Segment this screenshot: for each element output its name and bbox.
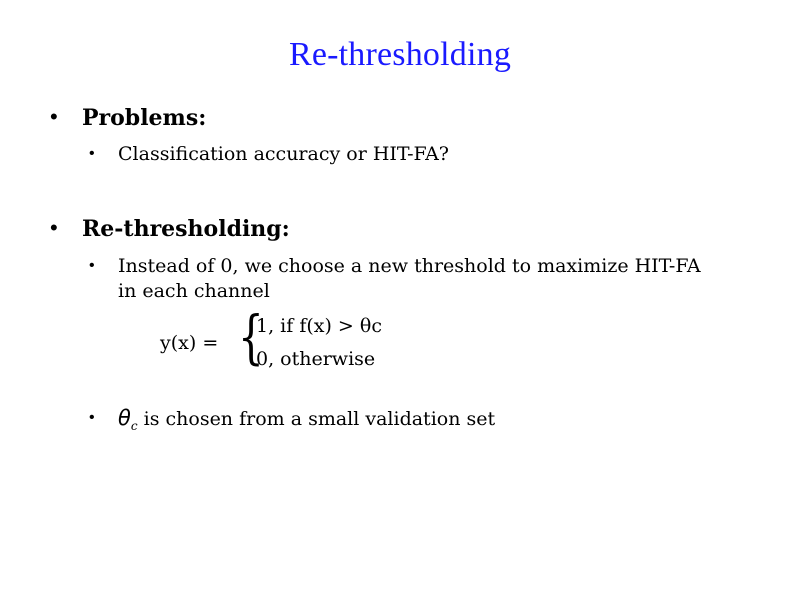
theta-bullet-text [118,406,495,433]
formula-case-1: 1, if f(x) > θc [256,315,382,337]
theta-description: is chosen from a small validation set [137,408,496,430]
section-heading-rethresholding: Re-thresholding: [82,216,290,242]
formula-case-2: 0, otherwise [256,348,376,370]
sub-bullet-text: Instead of 0, we choose a new threshold to maximize HIT-FA in each channel [118,255,701,302]
theta-subscript: c [130,418,138,433]
formula-lhs: y(x) = [160,332,219,354]
sub-bullet-marker: • [89,409,95,426]
sub-bullet-marker: • [89,145,95,162]
slide-title: Re-thresholding [288,36,512,73]
bullet-marker: • [50,104,58,129]
formula-brace: { [238,303,264,371]
theta-symbol: θ [118,406,131,430]
sub-bullet-text: Classification accuracy or HIT-FA? [118,143,449,165]
bullet-marker: • [50,215,58,240]
sub-bullet-marker: • [89,257,95,274]
section-heading-problems: Problems: [82,105,207,131]
threshold-formula [160,303,420,374]
